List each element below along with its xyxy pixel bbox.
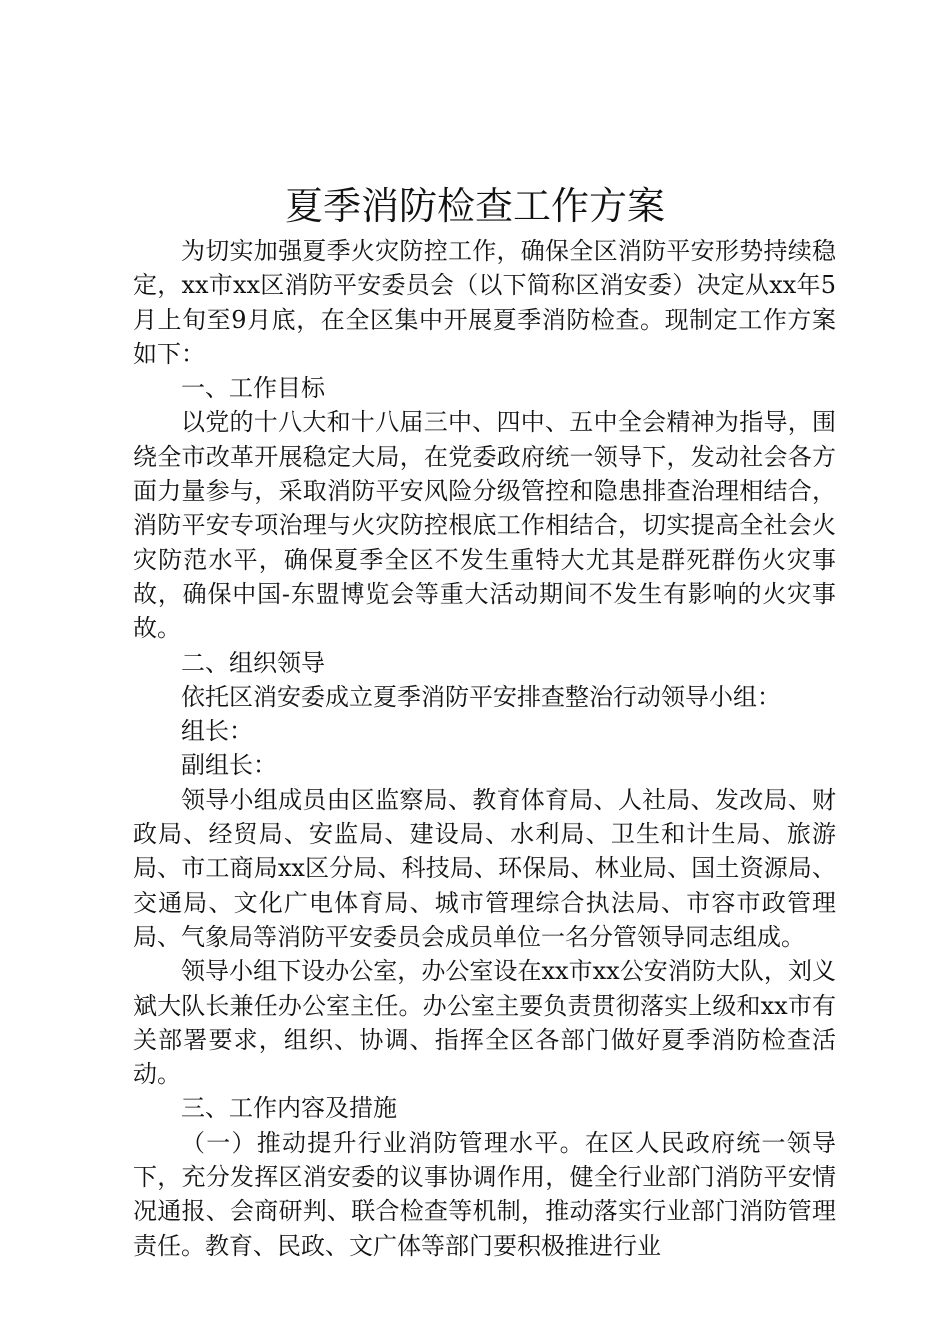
paragraph-leading-group: 依托区消安委成立夏季消防平安排查整治行动领导小组： xyxy=(181,682,781,711)
paragraph-group-members: 领导小组成员由区监察局、教育体育局、人社局、发改局、财政局、经贸局、安监局、建设局、水利局、卫生和计生局、旅游局、市工商局xx区分局、科技局、环保局、林业局、国土资源局、交通局、文化广电体育局、城市管理综合执法局、市容市政管理局、气象局等消防平安委员会成员单位一名分管领导同志组成。 xyxy=(133,785,836,951)
paragraph-office: 领导小组下设办公室，办公室设在xx市xx公安消防大队，刘义斌大队长兼任办公室主任。办公室主要负责贯彻落实上级和xx市有关部署要求，组织、协调、指挥全区各部门做好夏季消防检查活动。 xyxy=(133,957,836,1089)
paragraph-work-goals: 以党的十八大和十八届三中、四中、五中全会精神为指导，围绕全市改革开展稳定大局，在党委政府统一领导下，发动社会各方面力量参与，采取消防平安风险分级管控和隐患排查治理相结合，消防平安专项治理与火灾防控根底工作相结合，切实提高全社会火灾防范水平，确保夏季全区不发生重特大尤其是群死群伤火灾事故，确保中国-东盟博览会等重大活动期间不发生有影响的火灾事故。 xyxy=(133,408,836,643)
paragraph-measure-1: （一）推动提升行业消防管理水平。在区人民政府统一领导下，充分发挥区消安委的议事协调作用，健全行业部门消防平安情况通报、会商研判、联合检查等机制，推动落实行业部门消防管理责任。教育、民政、文广体等部门要积极推进行业 xyxy=(133,1128,836,1260)
line-group-leader: 组长： xyxy=(181,717,253,746)
heading-content-measures: 三、工作内容及措施 xyxy=(181,1094,397,1123)
line-deputy-leader: 副组长： xyxy=(181,751,277,780)
document-body xyxy=(133,234,836,1263)
heading-work-goals: 一、工作目标 xyxy=(181,374,325,403)
document-title: 夏季消防检查工作方案 xyxy=(284,184,665,228)
heading-organization: 二、组织领导 xyxy=(181,648,325,677)
paragraph-intro: 为切实加强夏季火灾防控工作，确保全区消防平安形势持续稳定，xx市xx区消防平安委员会（以下简称区消安委）决定从xx年5月上旬至9月底，在全区集中开展夏季消防检查。现制定工作方案如下： xyxy=(133,237,836,368)
